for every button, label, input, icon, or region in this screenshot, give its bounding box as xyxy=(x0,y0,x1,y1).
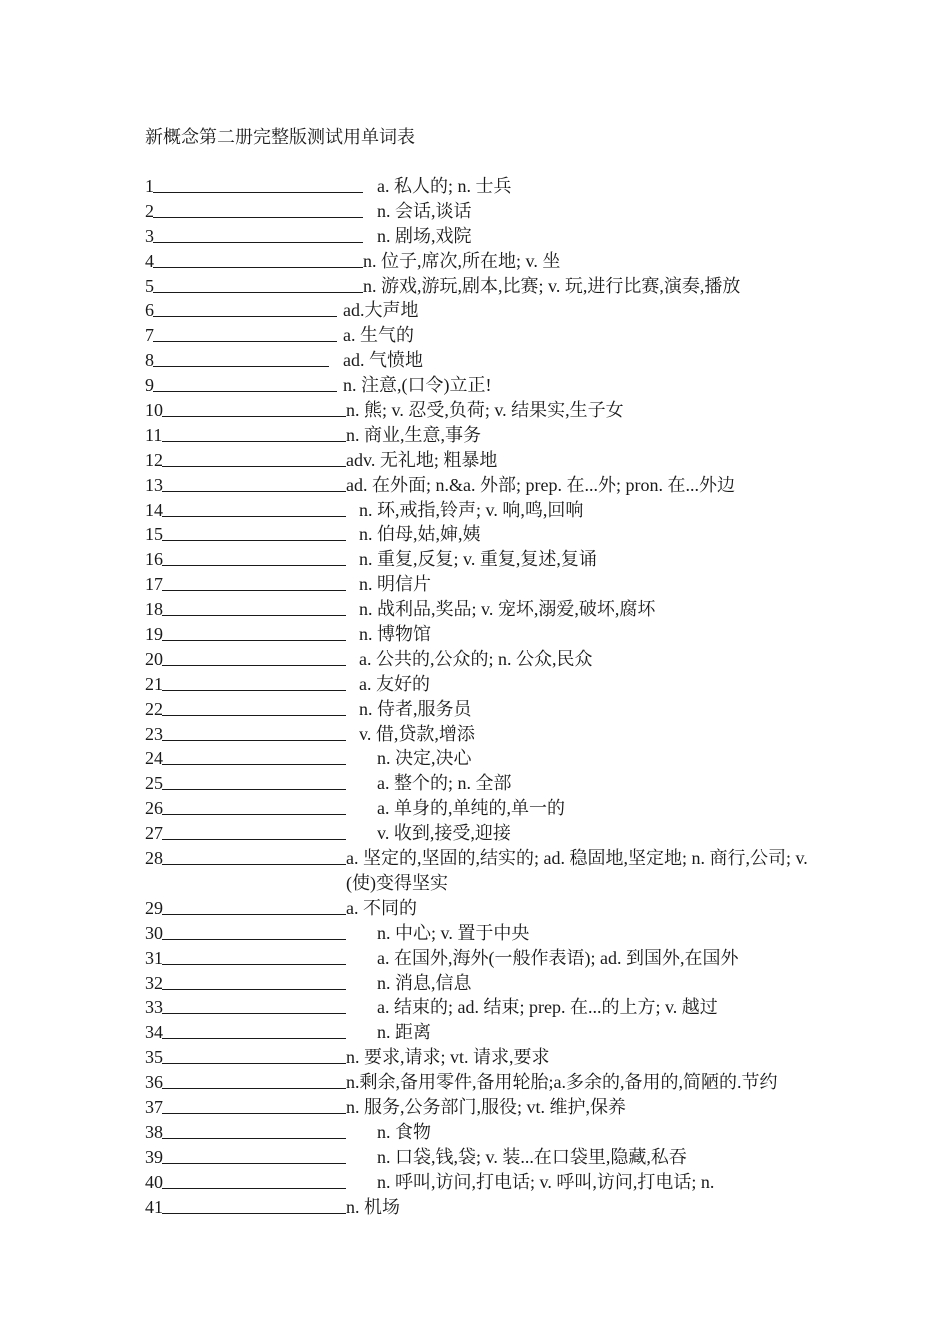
list-item xyxy=(145,1095,835,1120)
definition: v. 收到,接受,迎接 xyxy=(377,823,511,844)
answer-blank[interactable] xyxy=(162,964,346,965)
list-item xyxy=(145,398,835,423)
answer-blank[interactable] xyxy=(153,292,363,293)
definition: n. 环,戒指,铃声; v. 响,鸣,回响 xyxy=(359,499,584,520)
answer-blank[interactable] xyxy=(162,416,346,417)
item-number: 40 xyxy=(145,1171,163,1192)
definition: n. 博物馆 xyxy=(359,624,431,645)
list-item xyxy=(145,995,835,1020)
definition: a. 公共的,公众的; n. 公众,民众 xyxy=(359,648,593,669)
answer-blank[interactable] xyxy=(162,615,346,616)
answer-blank[interactable] xyxy=(162,466,346,467)
answer-blank[interactable] xyxy=(162,864,346,865)
definition: a. 单身的,单纯的,单一的 xyxy=(377,798,565,819)
answer-blank[interactable] xyxy=(162,640,346,641)
definition: n. 重复,反复; v. 重复,复述,复诵 xyxy=(359,549,597,570)
definition: a. 结束的; ad. 结束; prep. 在...的上方; v. 越过 xyxy=(377,997,718,1018)
item-number: 7 xyxy=(145,325,154,346)
definition: n. 口袋,钱,袋; v. 装...在口袋里,隐藏,私吞 xyxy=(377,1146,687,1167)
list-item xyxy=(145,722,835,747)
list-item xyxy=(145,796,835,821)
item-number: 24 xyxy=(145,748,163,769)
list-item xyxy=(145,572,835,597)
item-number: 6 xyxy=(145,300,154,321)
item-number: 1 xyxy=(145,176,154,196)
answer-blank[interactable] xyxy=(153,391,337,392)
item-number: 10 xyxy=(145,400,163,421)
list-item xyxy=(145,423,835,448)
item-number: 14 xyxy=(145,499,163,520)
definition: n. 剧场,戏院 xyxy=(377,225,472,246)
answer-blank[interactable] xyxy=(162,814,346,815)
list-item xyxy=(145,896,835,921)
list-item xyxy=(145,249,835,274)
list-item xyxy=(145,1145,835,1170)
list-item xyxy=(145,622,835,647)
list-item xyxy=(145,323,835,348)
definition: a. 不同的 xyxy=(346,897,417,918)
list-item xyxy=(145,174,835,199)
definition: a. 在国外,海外(一般作表语); ad. 到国外,在国外 xyxy=(377,947,739,968)
list-item xyxy=(145,274,835,299)
answer-blank[interactable] xyxy=(162,1013,346,1014)
document-title: 新概念第二册完整版测试用单词表 xyxy=(145,127,415,147)
definition: n.剩余,备用零件,备用轮胎;a.多余的,备用的,简陋的.节约 xyxy=(346,1072,778,1093)
list-item xyxy=(145,697,835,722)
list-item xyxy=(145,522,835,547)
list-item xyxy=(145,1120,835,1145)
item-number: 16 xyxy=(145,549,163,570)
list-item xyxy=(145,298,835,323)
item-number: 28 xyxy=(145,848,163,869)
definition: n. 位子,席次,所在地; v. 坐 xyxy=(363,250,561,271)
item-number: 19 xyxy=(145,624,163,645)
definition: a. 友好的 xyxy=(359,673,430,694)
list-item xyxy=(145,498,835,523)
answer-blank[interactable] xyxy=(153,341,337,342)
definition: n. 伯母,姑,婶,姨 xyxy=(359,524,481,545)
item-number: 3 xyxy=(145,225,154,246)
definition: n. 呼叫,访问,打电话; v. 呼叫,访问,打电话; n. xyxy=(377,1171,715,1192)
answer-blank[interactable] xyxy=(153,267,363,268)
answer-blank[interactable] xyxy=(162,715,346,716)
item-number: 12 xyxy=(145,449,163,470)
definition: n. 注意,(口令)立正! xyxy=(343,375,492,396)
definition: n. 服务,公务部门,服役; vt. 维护,保养 xyxy=(346,1096,627,1117)
item-number: 17 xyxy=(145,574,163,595)
item-number: 20 xyxy=(145,648,163,669)
item-number: 35 xyxy=(145,1047,163,1068)
item-number: 31 xyxy=(145,947,163,968)
item-number: 15 xyxy=(145,524,163,545)
answer-blank[interactable] xyxy=(162,764,346,765)
answer-blank[interactable] xyxy=(153,316,337,317)
list-item xyxy=(145,1045,835,1070)
item-number: 21 xyxy=(145,673,163,694)
list-item xyxy=(145,647,835,672)
definition: n. 食物 xyxy=(377,1121,431,1142)
list-item xyxy=(145,846,835,896)
definition: ad.大声地 xyxy=(343,300,419,321)
answer-blank[interactable] xyxy=(153,366,329,367)
answer-blank[interactable] xyxy=(162,839,346,840)
item-number: 9 xyxy=(145,375,154,396)
definition: n. 游戏,游玩,剧本,比赛; v. 玩,进行比赛,演奏,播放 xyxy=(363,275,741,296)
item-number: 5 xyxy=(145,275,154,296)
definition: n. 消息,信息 xyxy=(377,972,472,993)
list-item xyxy=(145,448,835,473)
list-item xyxy=(145,672,835,697)
item-number: 8 xyxy=(145,350,154,371)
list-item xyxy=(145,1020,835,1045)
item-number: 11 xyxy=(145,424,163,445)
answer-blank[interactable] xyxy=(162,1113,346,1114)
list-item xyxy=(145,971,835,996)
answer-blank[interactable] xyxy=(162,1063,346,1064)
answer-blank[interactable] xyxy=(153,242,363,243)
definition: n. 商业,生意,事务 xyxy=(346,424,481,445)
answer-blank[interactable] xyxy=(162,789,346,790)
answer-blank[interactable] xyxy=(162,1138,346,1139)
answer-blank[interactable] xyxy=(162,516,346,517)
item-number: 41 xyxy=(145,1196,163,1217)
definition: a. 坚定的,坚固的,结实的; ad. 稳固地,坚定地; n. 商行,公司; v. (使)变得坚实 xyxy=(346,848,808,893)
list-item xyxy=(145,946,835,971)
answer-blank[interactable] xyxy=(162,1038,346,1039)
list-item xyxy=(145,1195,835,1220)
answer-blank[interactable] xyxy=(162,740,346,741)
list-item xyxy=(145,348,835,373)
list-item xyxy=(145,1170,835,1195)
definition: n. 战利品,奖品; v. 宠坏,溺爱,破坏,腐坏 xyxy=(359,599,656,620)
item-number: 13 xyxy=(145,474,163,495)
item-number: 22 xyxy=(145,698,163,719)
item-number: 30 xyxy=(145,922,163,943)
list-item xyxy=(145,224,835,249)
item-number: 33 xyxy=(145,997,163,1018)
item-number: 25 xyxy=(145,773,163,794)
definition: n. 中心; v. 置于中央 xyxy=(377,922,530,943)
answer-blank[interactable] xyxy=(162,989,346,990)
answer-blank[interactable] xyxy=(162,540,346,541)
definition: n. 熊; v. 忍受,负荷; v. 结果实,生子女 xyxy=(346,400,624,421)
list-item xyxy=(145,547,835,572)
definition: v. 借,贷款,增添 xyxy=(359,723,475,744)
definition: adv. 无礼地; 粗暴地 xyxy=(346,449,498,470)
item-number: 23 xyxy=(145,723,163,744)
definition: a. 私人的; n. 士兵 xyxy=(377,176,512,196)
list-item xyxy=(145,597,835,622)
definition: n. 侍者,服务员 xyxy=(359,698,472,719)
answer-blank[interactable] xyxy=(153,192,363,193)
answer-blank[interactable] xyxy=(162,690,346,691)
list-item xyxy=(145,821,835,846)
answer-blank[interactable] xyxy=(162,665,346,666)
item-number: 34 xyxy=(145,1022,163,1043)
list-item xyxy=(145,199,835,224)
item-number: 27 xyxy=(145,823,163,844)
list-item xyxy=(145,373,835,398)
item-number: 37 xyxy=(145,1096,163,1117)
definition: n. 决定,决心 xyxy=(377,748,472,769)
definition: n. 距离 xyxy=(377,1022,431,1043)
list-item xyxy=(145,746,835,771)
answer-blank[interactable] xyxy=(162,1088,346,1089)
item-number: 2 xyxy=(145,200,154,221)
answer-blank[interactable] xyxy=(153,217,363,218)
answer-blank[interactable] xyxy=(162,1213,346,1214)
list-item xyxy=(145,1070,835,1095)
answer-blank[interactable] xyxy=(162,1188,346,1189)
definition: a. 生气的 xyxy=(343,325,414,346)
answer-blank[interactable] xyxy=(162,914,346,915)
definition: n. 要求,请求; vt. 请求,要求 xyxy=(346,1047,550,1068)
definition: n. 机场 xyxy=(346,1196,400,1217)
item-number: 26 xyxy=(145,798,163,819)
item-number: 38 xyxy=(145,1121,163,1142)
item-number: 32 xyxy=(145,972,163,993)
answer-blank[interactable] xyxy=(162,441,346,442)
list-item xyxy=(145,921,835,946)
answer-blank[interactable] xyxy=(162,939,346,940)
vocabulary-list xyxy=(145,174,835,1219)
list-item xyxy=(145,771,835,796)
answer-blank[interactable] xyxy=(162,565,346,566)
definition: n. 会话,谈话 xyxy=(377,200,472,221)
definition: ad. 气愤地 xyxy=(343,350,423,371)
item-number: 39 xyxy=(145,1146,163,1167)
definition: ad. 在外面; n.&a. 外部; prep. 在...外; pron. 在...外边 xyxy=(346,474,735,495)
answer-blank[interactable] xyxy=(162,590,346,591)
answer-blank[interactable] xyxy=(162,491,346,492)
list-item xyxy=(145,473,835,498)
definition: n. 明信片 xyxy=(359,574,431,595)
item-number: 4 xyxy=(145,250,154,271)
item-number: 29 xyxy=(145,897,163,918)
item-number: 36 xyxy=(145,1072,163,1093)
definition: a. 整个的; n. 全部 xyxy=(377,773,512,794)
item-number: 18 xyxy=(145,599,163,620)
answer-blank[interactable] xyxy=(162,1163,346,1164)
